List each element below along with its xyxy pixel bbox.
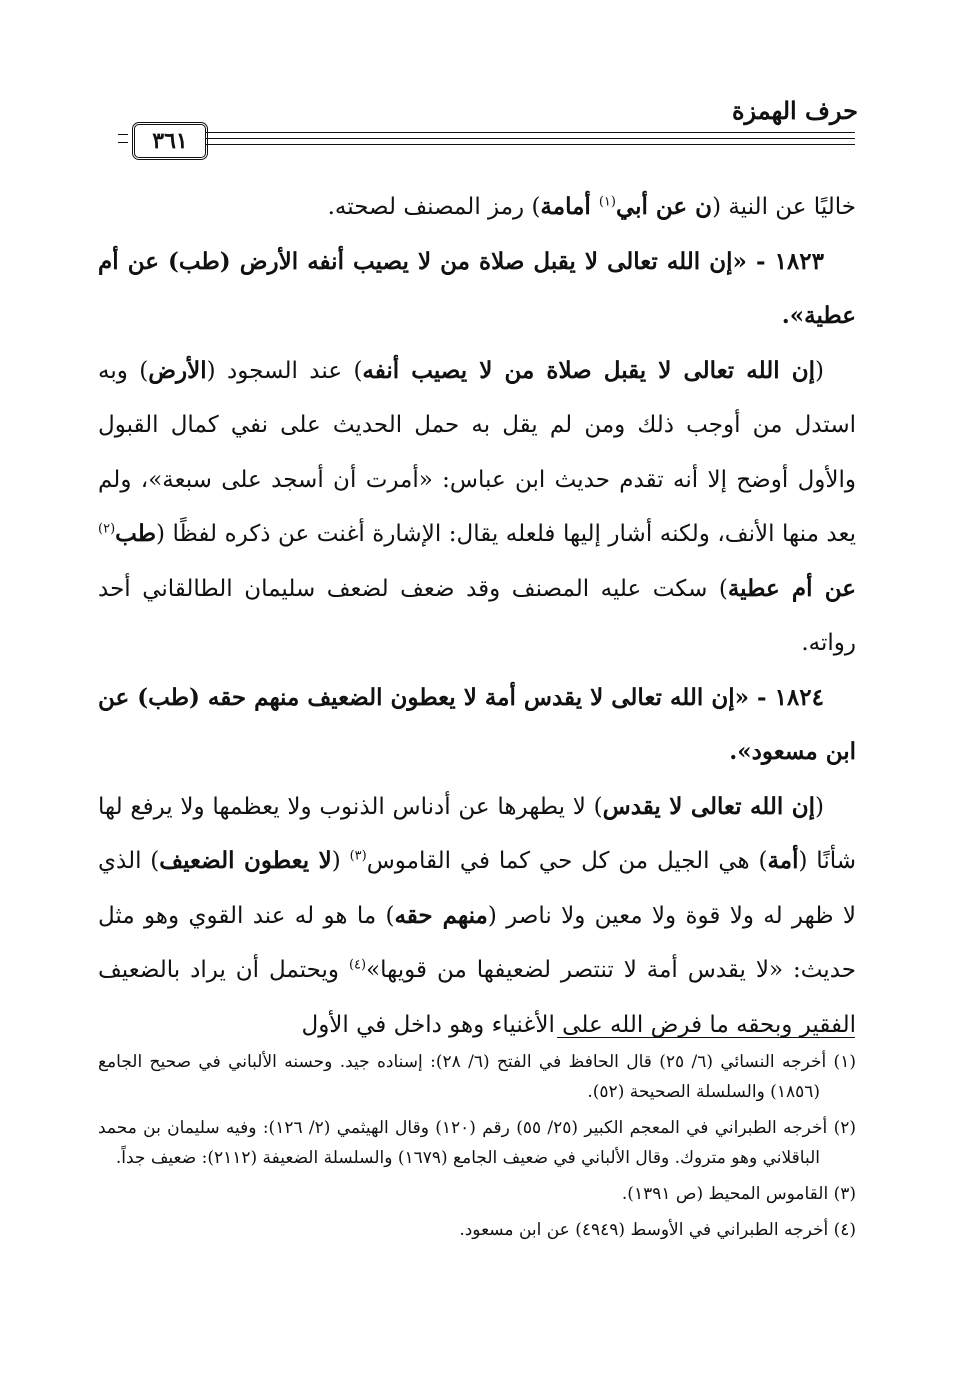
header-rule: [118, 120, 855, 160]
rule-stub: [118, 142, 128, 143]
text-run: ) وبه استدل من أوجب ذلك ومن لم يقل به حمل الحديث على نفي كمال القبول والأول أوضح إلا أنه تقدم حديث ابن عباس: «أمرت أن أسجد على سبعة»، ولم يعد منها الأنف، ولكنه أشار إليها فلعله يقال: الإشارة أغنت عن ذكره لفظًا (: [98, 357, 856, 547]
text-run: ) الذي لا ظهر له ولا قوة ولا معين ولا ناصر (: [98, 848, 856, 929]
paragraph-continuation: [98, 180, 856, 235]
text-run: ) لا يطهرها عن أدناس الذنوب ولا يعظمها ولا يرفع لها شأنًا (: [98, 793, 856, 874]
footnote-ref-4[interactable]: (٤): [348, 957, 367, 973]
text-run: خاليًا عن النية (: [712, 194, 856, 220]
text-run: (: [815, 793, 824, 820]
text-run: ويحتمل أن يراد بالضعيف الفقير وبحقه ما فرض الله على الأغنياء وهو داخل في الأول: [98, 957, 856, 1038]
footnote-separator: [557, 1037, 855, 1038]
bold-run: إن الله تعالى لا يقبل صلاة من لا يصيب أنفه: [362, 356, 816, 384]
chapter-title: حرف الهمزة: [731, 96, 858, 125]
hadith-text: ١٨٢٤ - «إن الله تعالى لا يقدس أمة لا يعطون الضعيف منهم حقه (طب) عن ابن مسعود».: [98, 683, 856, 765]
footnote-3: (٣) القاموس المحيط (ص ١٣٩١).: [621, 1184, 856, 1204]
main-text: [98, 180, 856, 1052]
page-number: ٣٦١: [132, 122, 208, 160]
rule-line: [206, 132, 855, 133]
bold-run: الأرض: [148, 356, 207, 384]
footnote-2: (٢) أخرجه الطبراني في المعجم الكبير (٢٥/ ٥٥) رقم (١٢٠) وقال الهيثمي (٢/ ١٢٦): وفيه سليمان بن محمد الباقلاني وهو متروك. وقال الألباني في ضعيف الجامع (١٦٧٩) والسلسلة الضعيفة (٢١١٢): ضعيف جداً.: [98, 1118, 856, 1168]
rule-line: [206, 138, 855, 139]
text-run: (: [815, 357, 824, 384]
footnote-ref-2[interactable]: (٢): [98, 521, 116, 537]
hadith-1824: [98, 671, 856, 780]
footnote-ref-1[interactable]: (١): [598, 194, 616, 210]
footnote-1: (١) أخرجه النسائي (٦/ ٢٥) قال الحافظ في الفتح (٦/ ٢٨): إسناده جيد. وحسنه الألباني في صحيح الجامع (١٨٥٦) والسلسلة الصحيحة (٥٢).: [98, 1052, 856, 1102]
commentary-1823: [98, 344, 856, 671]
text-run: ) هي الجيل من كل حي كما في القاموس: [366, 848, 768, 874]
bold-run: أمة: [767, 847, 799, 874]
text-run: ) عند السجود (: [206, 357, 363, 384]
footnote-4: (٤) أخرجه الطبراني في الأوسط (٤٩٤٩) عن ابن مسعود.: [459, 1220, 856, 1240]
text-run: ) ما هو له عند القوي وهو مثل حديث: «لا يقدس أمة لا تنتصر لضعيفها من قويها»: [98, 902, 856, 983]
bold-run: أمامة: [540, 193, 599, 220]
text-run: ) سكت عليه المصنف وقد ضعف لضعف سليمان الطالقاني أحد رواته.: [98, 575, 856, 656]
footnotes: [98, 1047, 856, 1251]
rule-stub: [118, 134, 128, 135]
bold-run: منهم حقه: [394, 901, 488, 929]
rule-line: [206, 144, 855, 145]
footnote-ref-3[interactable]: (٣): [349, 848, 367, 864]
commentary-1824: [98, 780, 856, 1053]
bold-run: ن عن أبي: [615, 193, 713, 220]
bold-run: لا يعطون الضعيف: [159, 847, 332, 874]
text-run: ) رمز المصنف لصحته.: [327, 194, 541, 220]
bold-run: طب: [115, 520, 157, 547]
hadith-text: ١٨٢٣ - «إن الله تعالى لا يقبل صلاة من لا يصيب أنفه الأرض (طب) عن أم عطية».: [98, 247, 856, 329]
text-run: (: [331, 848, 350, 874]
bold-run: إن الله تعالى لا يقدس: [602, 792, 816, 820]
hadith-1823: [98, 235, 856, 344]
bold-run: عن أم عطية: [727, 574, 856, 602]
